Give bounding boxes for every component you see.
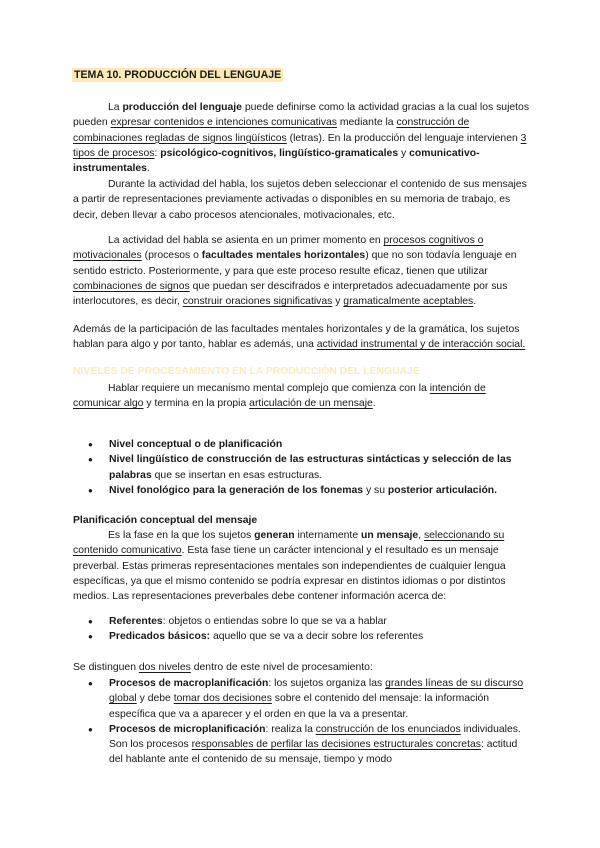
text: : <box>154 147 161 159</box>
document-title: TEMA 10. PRODUCCIÓN DEL LENGUAJE <box>74 69 282 81</box>
levels-list <box>73 437 533 498</box>
text: Además de la participación de las facultades mentales horizontales y de la gramática, los sujetos hablan para algo y por tanto, hablar es además, una <box>73 324 520 351</box>
text: que puedan ser descifrados e interpretados adecuadamente por sus interlocutores, es decir, <box>73 280 508 308</box>
text: . <box>372 398 376 410</box>
paragraph-two-levels <box>73 660 533 675</box>
text: La actividad del habla se asienta en un primer momento en <box>108 235 384 246</box>
text: y su <box>363 484 388 496</box>
bold-term: Procesos de macroplanificación <box>109 678 269 689</box>
paragraph-definition <box>73 100 533 176</box>
bold-term: Nivel lingüístico de construcción de las estructuras sintácticas y selección de las palabras <box>109 454 512 481</box>
text: . Esta fase tiene un carácter intencional y el resultado es un mensaje preverbal. Estas primeras representaciones mentales son independientes de cualquier lengua específicas, ya que el mismo contenido se podría expresar en distintos idiomas o por distintos medios. Las representaciones preverbales debe contener información acerca de: <box>73 545 506 603</box>
text: Es la fase en la que los sujetos <box>108 530 255 541</box>
text: y debe <box>136 693 174 705</box>
underlined-term: construir oraciones significativas <box>182 296 333 308</box>
preverbal-info-list <box>73 614 533 645</box>
subheading-conceptual-planning: Planificación conceptual del mensaje <box>73 515 258 526</box>
text: y <box>398 147 410 159</box>
text: puede definirse como la actividad gracias a la cual los sujetos pueden <box>73 102 530 129</box>
list-item <box>73 437 533 452</box>
underlined-term: dos niveles <box>138 662 191 673</box>
bold-term: facultades mentales horizontales <box>201 250 366 262</box>
underlined-term: construcción de combinaciones regladas de signos lingüísticos <box>73 117 470 144</box>
paragraph-speaking-mechanism <box>73 381 533 412</box>
bold-term: generan <box>254 530 295 541</box>
planning-processes-list <box>73 676 533 768</box>
underlined-term: actividad instrumental y de interacción social. <box>316 339 526 351</box>
bold-term: psicológico-cognitivos, lingüístico-gramaticales <box>160 147 399 159</box>
bold-term: un mensaje <box>361 530 419 541</box>
underlined-term: 3 tipos de procesos <box>73 132 527 159</box>
underlined-term: intención de comunicar algo <box>73 383 486 410</box>
bold-term: Predicados básicos: <box>109 631 211 643</box>
paragraph-planning-phase <box>73 528 533 604</box>
text: . <box>473 296 477 308</box>
section-heading-levels: NIVELES DE PROCESAMIENTO EN LA PRODUCCIÓN DEL LENGUAJE <box>73 366 420 377</box>
text: , <box>418 530 424 541</box>
underlined-term: tomar dos decisiones <box>173 693 272 705</box>
text: y termina en la propia <box>143 398 250 410</box>
underlined-term: responsables de perfilar las decisiones estructurales concretas <box>191 739 481 751</box>
bold-term: Nivel fonológico para la generación de los fonemas <box>109 484 364 496</box>
list-item <box>73 452 533 483</box>
text: . <box>146 163 150 175</box>
text: Hablar requiere un mecanismo mental complejo que comienza con la <box>108 383 430 394</box>
text: mediante la <box>336 117 397 129</box>
text: ) que no son todavía lenguaje en sentido estricto. Posteriormente, y para que este proceso resulte eficaz, tienen que utilizar <box>73 250 517 277</box>
text: que se insertan en esas estructuras. <box>151 469 323 481</box>
list-item <box>73 722 533 768</box>
underlined-term: combinaciones de signos <box>73 280 190 292</box>
text: (procesos o <box>141 250 202 262</box>
text: internamente <box>294 530 361 541</box>
underlined-term: articulación de un mensaje <box>249 398 373 410</box>
text: : objetos o entiendas sobre lo que se va a hablar <box>162 616 387 627</box>
bold-term: comunicativo-instrumentales <box>73 147 480 175</box>
underlined-term: gramaticalmente aceptables <box>343 296 474 308</box>
bold-term: posterior articulación. <box>387 484 498 496</box>
text: Se distinguen <box>73 662 139 673</box>
text: : los sujetos organiza las <box>268 678 386 689</box>
paragraph-instrumental-activity <box>73 322 533 353</box>
list-item <box>73 614 533 629</box>
underlined-term: seleccionando su contenido comunicativo <box>73 530 505 557</box>
bold-term: Nivel conceptual o de planificación <box>109 439 283 450</box>
list-item <box>73 676 533 722</box>
paragraph-cognitive-processes <box>73 233 533 309</box>
bold-term: producción del lenguaje <box>122 102 242 113</box>
text: La <box>108 102 123 113</box>
list-item <box>73 483 533 498</box>
paragraph-speech-activity: Durante la actividad del habla, los sujetos deben seleccionar el contenido de sus mensajes a partir de representaciones previamente activadas o disponibles en su memoria de trabajo, es decir, deben llevar a cabo procesos atencionales, motivacionales, etc. <box>73 179 527 221</box>
text: : realiza la <box>265 723 316 735</box>
text: sobre el contenido del mensaje: la información específica que va a aparecer y el orden en que la va a presentar. <box>109 693 490 720</box>
list-item <box>73 629 533 644</box>
text: individuales. Son los procesos <box>109 723 521 751</box>
bold-term: Procesos de microplanificación <box>109 723 266 735</box>
underlined-term: construcción de los enunciados <box>315 723 461 735</box>
text: : actitud del hablante ante el contenido de su mensaje, tiempo y modo <box>109 739 518 766</box>
text: dentro de este nivel de procesamiento: <box>190 662 373 673</box>
text: aquello que se va a decir sobre los referentes <box>210 631 424 643</box>
underlined-term: procesos cognitivos o motivacionales <box>73 235 484 262</box>
text: y <box>332 296 344 308</box>
underlined-term: grandes líneas de su discurso global <box>109 678 524 705</box>
text: (letras). En la producción del lenguaje intervienen <box>286 132 521 144</box>
underlined-term: expresar contenidos e intenciones comunicativas <box>110 117 337 129</box>
bold-term: Referentes <box>109 616 163 627</box>
